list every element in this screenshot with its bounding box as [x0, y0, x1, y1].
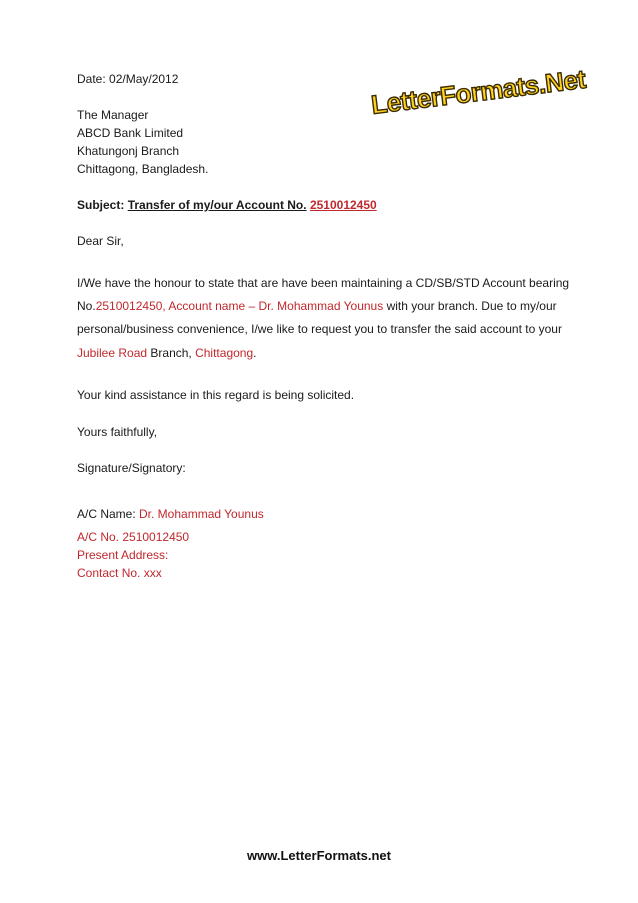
- ac-name-label: A/C Name:: [77, 507, 140, 521]
- logo-wordart: [366, 53, 588, 126]
- body-line-1: I/We have the honour to state that are have been maintaining a CD/SB/STD Account bearing: [77, 276, 570, 290]
- recipient-line-4: Chittagong, Bangladesh.: [77, 162, 209, 176]
- signature-line: Signature/Signatory:: [77, 461, 186, 475]
- body-line-4: [77, 345, 256, 361]
- body-line-2-prefix: No.: [77, 299, 96, 313]
- present-address-line: Present Address:: [77, 548, 169, 562]
- body-line-3: personal/business convenience, I/we like to request you to transfer the said account to your: [77, 322, 562, 336]
- letter-date: Date: 02/May/2012: [77, 72, 179, 86]
- subject-account: 2510012450: [309, 198, 377, 212]
- recipient-line-1: The Manager: [77, 108, 149, 122]
- ac-name-line: [77, 506, 264, 522]
- subject-line: [77, 197, 377, 213]
- footer-website: www.LetterFormats.net: [247, 848, 391, 863]
- body-line-4-mid: Branch,: [147, 346, 196, 360]
- recipient-line-3: Khatungonj Branch: [77, 144, 180, 158]
- logo-text: LetterFormats.Net: [369, 63, 588, 120]
- subject-text: Transfer of my/our Account No.: [127, 198, 307, 212]
- letterformats-logo: [366, 53, 588, 126]
- body-line-4-end: .: [253, 346, 257, 360]
- recipient-line-2: ABCD Bank Limited: [77, 126, 184, 140]
- body-line-2: [77, 298, 557, 314]
- new-branch-city: Chittagong: [195, 346, 254, 360]
- assistance-line: Your kind assistance in this regard is being solicited.: [77, 388, 355, 402]
- closing: Yours faithfully,: [77, 425, 158, 439]
- salutation: Dear Sir,: [77, 234, 124, 248]
- account-details: 2510012450, Account name – Dr. Mohammad Younus: [95, 299, 384, 313]
- subject-label: Subject:: [77, 198, 125, 212]
- body-line-2-suffix: with your branch. Due to my/our: [383, 299, 557, 313]
- new-branch-name: Jubilee Road: [77, 346, 148, 360]
- ac-name-value: Dr. Mohammad Younus: [139, 507, 264, 521]
- ac-no-line: A/C No. 2510012450: [77, 530, 190, 544]
- contact-line: Contact No. xxx: [77, 566, 162, 580]
